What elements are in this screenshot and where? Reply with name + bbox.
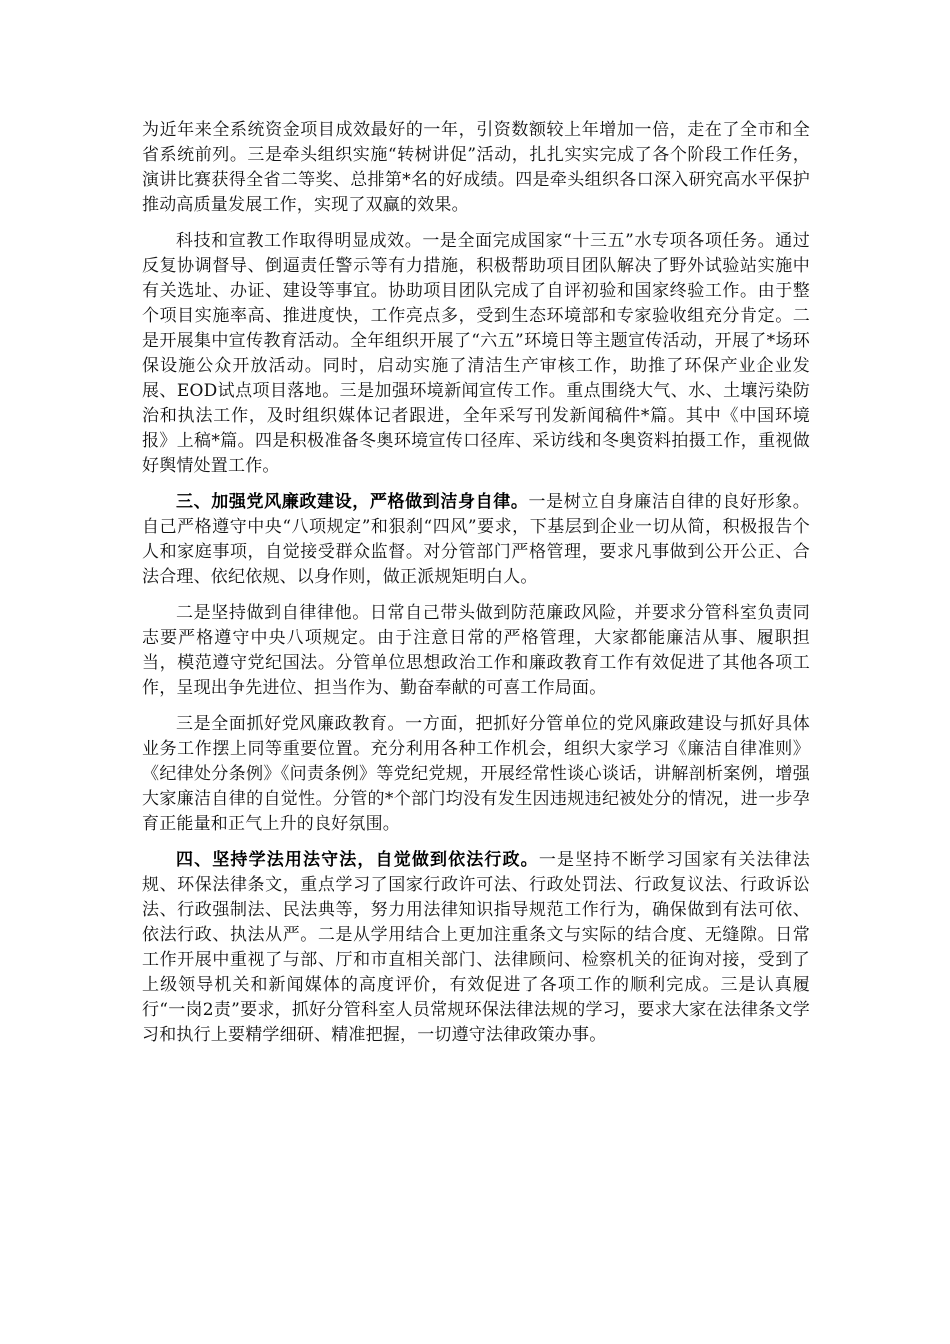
- paragraph-3: [142, 490, 810, 590]
- paragraph-1: [142, 118, 810, 218]
- paragraph-5: [142, 712, 810, 837]
- paragraph-4: [142, 601, 810, 701]
- paragraph-4-text: 二是坚持做到自律律他。日常自己带头做到防范廉政风险，并要求分管科室负责同志要严格遵守中央八项规定。由于注意日常的严格管理，大家都能廉洁从事、履职担当，模范遵守党纪国法。分管单位思想政治工作和廉政教育工作有效促进了其他各项工作，呈现出争先进位、担当作为、勤奋奉献的可喜工作局面。: [142, 603, 810, 698]
- document-body: [142, 118, 810, 1059]
- paragraph-5-text: 三是全面抓好党风廉政教育。一方面，把抓好分管单位的党风廉政建设与抓好具体业务工作摆上同等重要位置。充分利用各种工作机会，组织大家学习《廉洁自律准则》《纪律处分条例》《问责条例》等党纪党规，开展经常性谈心谈话，讲解剖析案例，增强大家廉洁自律的自觉性。分管的*个部门均没有发生因违规违纪被处分的情况，进一步孕育正能量和正气上升的良好氛围。: [142, 714, 810, 834]
- section-heading-3: 三、加强党风廉政建设，严格做到洁身自律。: [176, 492, 529, 512]
- paragraph-2: [142, 229, 810, 479]
- paragraph-6: [142, 848, 810, 1048]
- paragraph-6-text: 一是坚持不断学习国家有关法律法规、环保法律条文，重点学习了国家行政许可法、行政处罚法、行政复议法、行政诉讼法、行政强制法、民法典等，努力用法律知识指导规范工作行为，确保做到有法可依、依法行政、执法从严。二是从学用结合上更加注重条文与实际的结合度、无缝隙。日常工作开展中重视了与部、厅和市直相关部门、法律顾问、检察机关的征询对接，受到了上级领导机关和新闻媒体的高度评价，有效促进了各项工作的顺利完成。三是认真履行“一岗2责”要求，抓好分管科室人员常规环保法律法规的学习，要求大家在法律条文学习和执行上要精学细研、精准把握，一切遵守法律政策办事。: [142, 850, 811, 1045]
- paragraph-2-text: 科技和宣教工作取得明显成效。一是全面完成国家“十三五”水专项各项任务。通过反复协调督导、倒逼责任警示等有力措施，积极帮助项目团队解决了野外试验站实施中有关选址、办证、建设等事宜。协助项目团队完成了自评初验和国家终验工作。由于整个项目实施率高、推进度快，工作亮点多，受到生态环境部和专家验收组充分肯定。二是开展集中宣传教育活动。全年组织开展了“六五”环境日等主题宣传活动，开展了*场环保设施公众开放活动。同时，启动实施了清洁生产审核工作，助推了环保产业企业发展、EOD试点项目落地。三是加强环境新闻宣传工作。重点围绕大气、水、土壤污染防治和执法工作，及时组织媒体记者跟进，全年采写刊发新闻稿件*篇。其中《中国环境报》上稿*篇。四是积极准备冬奥环境宣传口径库、采访线和冬奥资料拍摄工作，重视做好舆情处置工作。: [142, 231, 810, 476]
- paragraph-1-text: 为近年来全系统资金项目成效最好的一年，引资数额较上年增加一倍，走在了全市和全省系统前列。三是牵头组织实施“转树讲促”活动，扎扎实实完成了各个阶段工作任务，演讲比赛获得全省二等奖、总排第*名的好成绩。四是牵头组织各口深入研究高水平保护推动高质量发展工作，实现了双赢的效果。: [142, 120, 810, 215]
- section-heading-4: 四、坚持学法用法守法，自觉做到依法行政。: [176, 850, 539, 870]
- paragraph-3-text: 一是树立自身廉洁自律的良好形象。自己严格遵守中央“八项规定”和狠刹“四风”要求，下基层到企业一切从简，积极报告个人和家庭事项，自觉接受群众监督。对分管部门严格管理，要求凡事做到公开公正、合法合理、依纪依规、以身作则，做正派规矩明白人。: [142, 492, 811, 587]
